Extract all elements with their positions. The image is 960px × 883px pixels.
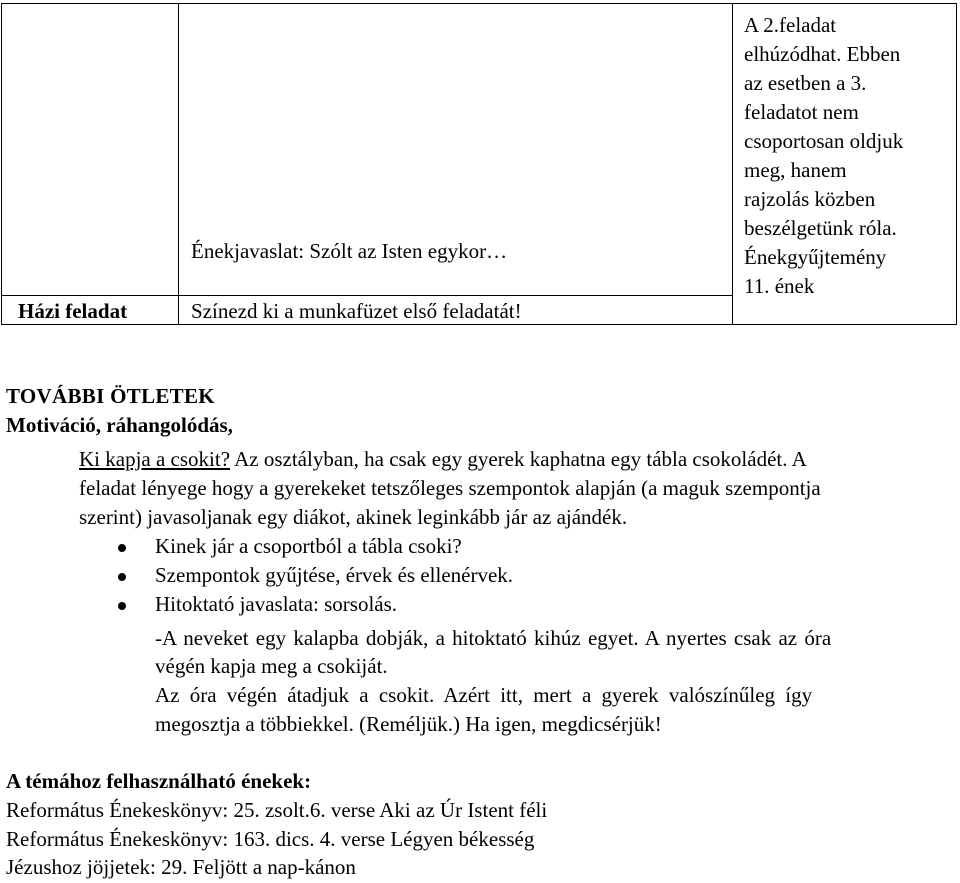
intro-line-1 <box>79 445 807 474</box>
paragraph-1-line-1: -A neveket egy kalapba dobják, a hitoktató kihúz egyet. A nyertes csak az óra <box>155 626 832 650</box>
ideas-heading: TOVÁBBI ÖTLETEK <box>6 384 215 408</box>
songs-heading: A témához felhasználható énekek: <box>6 769 312 793</box>
note-line: elhúzódhat. Ebben <box>744 42 901 66</box>
bullet-icon <box>118 602 126 610</box>
intro-line-2: feladat lényege hogy a gyerekeket tetszőleges szempontok alapján (a maguk szempontja <box>79 476 821 500</box>
bullet-item: Hitoktató javaslata: sorsolás. <box>155 592 398 616</box>
homework-label: Házi feladat <box>18 299 128 323</box>
note-line: feladatot nem <box>744 100 859 124</box>
bullet-item: Szempontok gyűjtése, érvek és ellenérvek. <box>155 563 514 587</box>
table-border-top <box>1 3 957 4</box>
table-note-column <box>744 11 949 301</box>
note-line: Énekgyűjtemény <box>744 245 887 269</box>
ideas-subheading: Motiváció, ráhangolódás, <box>6 413 233 437</box>
bullet-item: Kinek jár a csoportból a tábla csoki? <box>155 534 462 558</box>
note-line: A 2.feladat <box>744 13 837 37</box>
paragraph-1-line-2: végén kapja meg a csokiját. <box>155 654 388 678</box>
homework-text: Színezd ki a munkafüzet első feladatát! <box>191 299 522 323</box>
table-border-col2 <box>732 3 733 325</box>
paragraph-2-line-1: Az óra végén átadjuk a csokit. Azért itt, mert a gyerek valószínűleg így <box>155 683 813 707</box>
table-border-right <box>956 3 957 325</box>
note-line: meg, hanem <box>744 158 847 182</box>
note-line: rajzolás közben <box>744 187 876 211</box>
song-item: Református Énekeskönyv: 163. dics. 4. verse Légyen békesség <box>6 827 535 851</box>
song-item: Református Énekeskönyv: 25. zsolt.6. verse Aki az Úr Istent féli <box>6 798 548 822</box>
note-line: 11. ének <box>744 274 815 298</box>
bullet-icon <box>118 573 126 581</box>
bullet-icon <box>118 544 126 552</box>
note-line: csoportosan oldjuk <box>744 129 904 153</box>
intro-line-1-text: Az osztályban, ha csak egy gyerek kaphatna egy tábla csokoládét. A <box>230 447 807 471</box>
note-line: beszélgetünk róla. <box>744 216 897 240</box>
song-suggestion: Énekjavaslat: Szólt az Isten egykor… <box>191 239 508 263</box>
table-border-left <box>1 3 2 325</box>
note-line: az esetben a 3. <box>744 71 867 95</box>
lesson-table <box>1 3 957 325</box>
paragraph-2-line-2: megosztja a többiekkel. (Reméljük.) Ha igen, megdicsérjük! <box>155 712 662 736</box>
question-link: Ki kapja a csokit? <box>79 447 231 471</box>
table-border-row <box>1 295 732 296</box>
intro-line-3: szerint) javasoljanak egy diákot, akinek leginkább jár az ajándék. <box>79 505 628 529</box>
song-item: Jézushoz jöjjetek: 29. Feljött a nap-kánon <box>6 855 356 879</box>
table-border-col1 <box>178 3 179 325</box>
